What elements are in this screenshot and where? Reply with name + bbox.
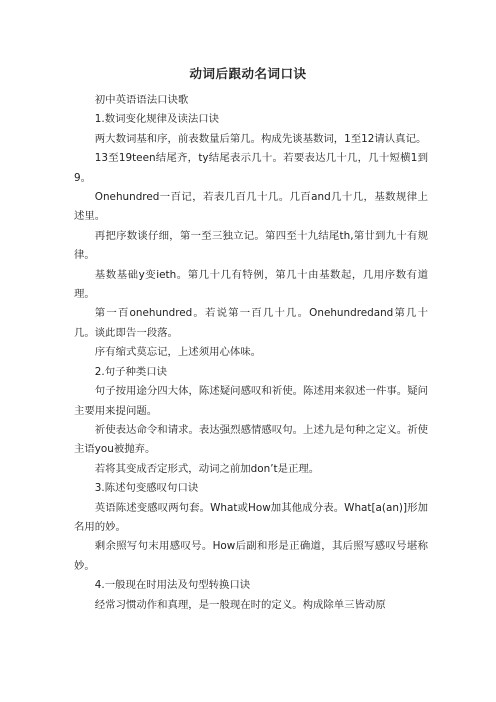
page-title: 动词后跟动名词口诀: [189, 66, 307, 81]
paragraph: 初中英语语法口诀歌: [94, 94, 189, 106]
document-body: [74, 91, 428, 615]
paragraph: 两大数词基和序，前表数量后第几。构成先谈基数词，1至12请认真记。: [94, 132, 427, 145]
paragraph: 13至19teen结尾齐，ty结尾表示几十。若要表达几十几，几十短横1到9。: [74, 152, 428, 184]
paragraph: 3.陈述句变感叹句口诀: [94, 482, 199, 495]
paragraph: Onehundred一百记，若表几百几十几。几百and几十几，基数规律上述里。: [74, 191, 428, 223]
paragraph: 4.一般现在时用法及句型转换口诀: [94, 579, 251, 592]
paragraph: 剩余照写句末用感叹号。How后副和形是正确道，其后照写感叹号堪称妙。: [74, 540, 428, 572]
paragraph: 祈使表达命令和请求。表达强烈感情感叹句。上述九是句种之定义。祈使主语you被抛弃。: [74, 423, 428, 456]
paragraph: 序有缩式莫忘记，上述须用心体味。: [94, 346, 262, 359]
paragraph: 2.句子种类口诀: [94, 365, 168, 378]
paragraph: 经常习惯动作和真理，是一般现在时的定义。构成除单三皆动原: [94, 598, 386, 611]
paragraph: 句子按用途分四大体，陈述疑问感叹和祈使。陈述用来叙述一件事。疑问主要用来提问题。: [74, 385, 428, 417]
paragraph: 英语陈述变感叹两句套。What或How加其他成分表。What[a(an)]形加名用的妙。: [74, 501, 428, 533]
paragraph: 1.数词变化规律及读法口诀: [94, 113, 220, 126]
paragraph: 第一百onehundred。若说第一百几十几。Onehundredand第几十几。谈此即告一段落。: [74, 307, 428, 339]
paragraph: 若将其变成否定形式，动词之前加don’t是正理。: [94, 462, 320, 475]
paragraph: 再把序数谈仔细，第一至三独立记。第四至十九结尾th,第廿到九十有规律。: [74, 229, 428, 262]
paragraph: 基数基础y变ieth。第几十几有特例，第几十由基数起，几用序数有道理。: [74, 268, 428, 301]
